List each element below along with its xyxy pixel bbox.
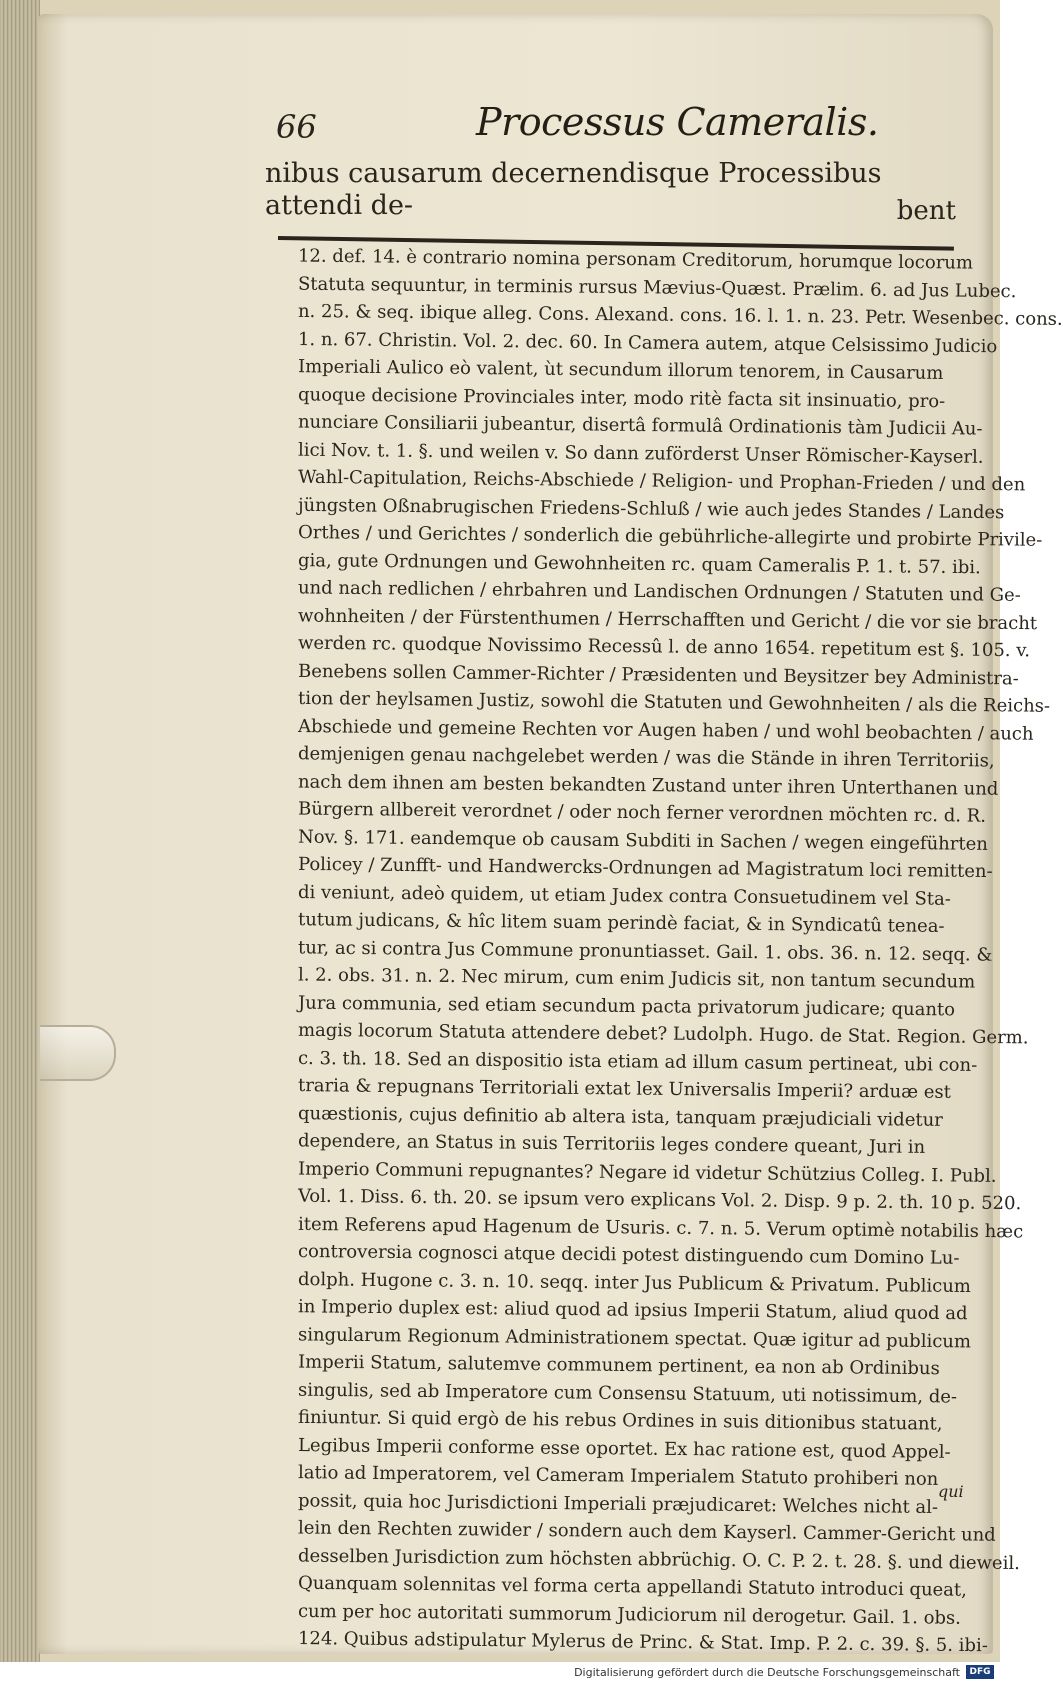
text-line: 124. Quibus adstipulatur Mylerus de Princ. & Stat. Imp. P. 2. c. 39. §. 5. ibi- [297, 1628, 988, 1657]
text-line: Imperio Communi repugnantes? Negare id videtur Schützius Colleg. I. Publ. [297, 1158, 997, 1187]
dfg-logo: DFG [966, 1665, 994, 1679]
text-line: nunciare Consiliarii jubeantur, disertâ formulâ Ordinationis tàm Judicii Au- [297, 411, 983, 440]
text-line: Policey / Zunfft- und Handwercks-Ordnungen ad Magistratum loci remitten- [297, 853, 993, 883]
text-line: controversia cognosci atque decidi potest distinguendo cum Domino Lu- [297, 1240, 960, 1269]
text-line: tur, ac si contra Jus Commune pronuntiasset. Gail. 1. obs. 36. n. 12. seqq. & [297, 936, 993, 966]
text-line: n. 25. & seq. ibique alleg. Cons. Alexand. cons. 16. l. 1. n. 23. Petr. Wesenbec. cons. [297, 300, 1063, 330]
text-line: singulis, sed ab Imperatore cum Consensu Statuum, uti notissimum, de- [297, 1379, 958, 1408]
text-line: nach dem ihnen am besten bekandten Zustand unter ihren Unterthanen und [297, 770, 999, 800]
footer-bar [0, 1662, 1000, 1684]
text-line: Imperiali Aulico eò valent, ùt secundum illorum tenorem, in Causarum [297, 356, 944, 384]
top-continuation-line: nibus causarum decernendisque Processibus attendi de- [265, 158, 882, 221]
text-line: wohnheiten / der Fürstenthumen / Herrschafften und Gericht / die vor sie bracht [297, 604, 1038, 634]
text-line: Statuta sequuntur, in terminis rursus Mævius-Quæst. Prælim. 6. ad Jus Lubec. [297, 273, 1017, 302]
text-line: Jura communia, sed etiam secundum pacta privatorum judicare; quanto [297, 992, 956, 1020]
text-line: Bürgern allbereit verordnet / oder noch ferner verordnen möchten rc. d. R. [297, 798, 987, 827]
text-line: tutum judicans, & hîc litem suam perindè faciat, & in Syndicatû tenea- [297, 909, 945, 937]
text-line: tion der heylsamen Justiz, sowohl die Statuten und Gewohnheiten / als die Reichs- [297, 687, 1051, 717]
text-line: Legibus Imperii conforme esse oportet. Ex hac ratione est, quod Appel- [297, 1434, 951, 1463]
text-line: traria & repugnans Territoriali extat lex Universalis Imperii? arduæ est [297, 1075, 952, 1103]
text-line: demjenigen genau nachgelebet werden / was die Stände in ihren Territoriis, [297, 743, 995, 772]
text-line: quæstionis, cujus definitio ab altera ista, tanquam præjudiciali videtur [297, 1102, 943, 1131]
text-line: in Imperio duplex est: aliud quod ad ipsius Imperii Statum, aliud quod ad [297, 1296, 968, 1325]
text-line: dolph. Hugone c. 3. n. 10. seqq. inter Jus Publicum & Privatum. Publicum [297, 1268, 972, 1297]
text-line: di veniunt, adeò quidem, ut etiam Judex contra Consuetudinem vel Sta- [297, 881, 952, 910]
text-line: gia, gute Ordnungen und Gewohnheiten rc. quam Cameralis P. 1. t. 57. ibi. [297, 549, 981, 578]
paper-clip [40, 1025, 116, 1081]
text-line: Abschiede und gemeine Rechten vor Augen haben / und wohl beobachten / auch [297, 715, 1034, 745]
text-line: finiuntur. Si quid ergò de his rebus Ordines in suis ditionibus statuant, [297, 1406, 943, 1435]
text-line: 1. n. 67. Christin. Vol. 2. dec. 60. In Camera autem, atque Celsissimo Judicio [297, 328, 998, 357]
text-line: lein den Rechten zuwider / sondern auch dem Kayserl. Cammer-Gericht und [297, 1517, 996, 1546]
text-line: latio ad Imperatorem, vel Cameram Imperialem Statuto prohiberi non [297, 1462, 939, 1490]
text-line: c. 3. th. 18. Sed an dispositio ista etiam ad illum casum pertineat, ubi con- [297, 1047, 978, 1076]
page-number: 66 [276, 108, 317, 146]
text-line: singularum Regionum Administrationem spectat. Quæ igitur ad publicum [297, 1323, 972, 1352]
text-line: dependere, an Status in suis Territoriis leges condere queant, Juri in [297, 1130, 926, 1158]
body-text [297, 245, 1063, 1657]
text-line: cum per hoc autoritati summorum Judiciorum nil derogetur. Gail. 1. obs. [297, 1600, 962, 1629]
text-line: und nach redlichen / ehrbahren und Landischen Ordnungen / Statuten und Ge- [297, 577, 1021, 606]
text-line: lici Nov. t. 1. §. und weilen v. So dann zuförderst Unser Römischer-Kayserl. [297, 439, 984, 468]
text-line: jüngsten Oßnabrugischen Friedens-Schluß / wie auch jedes Standes / Landes [297, 494, 1005, 523]
text-line: Imperii Statum, salutemve communem pertinent, ea non ab Ordinibus [297, 1351, 940, 1380]
text-line: item Referens apud Hagenum de Usuris. c. 7. n. 5. Verum optimè notabilis hæc [297, 1213, 1024, 1242]
text-line: quoque decisione Provinciales inter, modo ritè facta sit insinuatio, pro- [297, 383, 946, 412]
text-line: Wahl-Capitulation, Reichs-Abschiede / Religion- und Prophan-Frieden / und den [297, 466, 1026, 496]
text-line: Vol. 1. Diss. 6. th. 20. se ipsum vero explicans Vol. 2. Disp. 9 p. 2. th. 10 p. 520. [297, 1185, 1022, 1215]
text-line: Orthes / und Gerichtes / sonderlich die gebührliche-allegirte und probirte Privile- [297, 522, 1043, 551]
text-line: desselben Jurisdiction zum höchsten abbrüchig. O. C. P. 2. t. 28. §. und dieweil. [297, 1545, 1020, 1574]
text-line: l. 2. obs. 31. n. 2. Nec mirum, cum enim Judicis sit, non tantum secundum [297, 964, 976, 993]
text-line: Nov. §. 171. eandemque ob causam Subditi in Sachen / wegen eingeführten [297, 826, 989, 855]
continuation-end-word: bent [896, 196, 956, 226]
book-edge [0, 0, 40, 1662]
text-line: 12. def. 14. è contrario nomina personam Creditorum, horumque locorum [297, 245, 974, 274]
text-line: werden rc. quodque Novissimo Recessû l. de anno 1654. repetitum est §. 105. v. [297, 632, 1031, 662]
text-line: magis locorum Statuta attendere debet? Ludolph. Hugo. de Stat. Region. Germ. [297, 1019, 1029, 1049]
page-header [276, 100, 976, 160]
text-line: possit, quia hoc Jurisdictioni Imperiali præjudicaret: Welches nicht al- [297, 1489, 939, 1518]
footer-credit-text: Digitalisierung gefördert durch die Deutsche Forschungsgemeinschaft [574, 1666, 960, 1679]
text-line: Benebens sollen Cammer-Richter / Præsidenten und Beysitzer bey Administra- [297, 660, 1019, 689]
text-line: Quanquam solennitas vel forma certa appellandi Statuto introduci queat, [297, 1572, 968, 1601]
running-title: Processus Cameralis. [476, 100, 879, 144]
catchword: qui [938, 1482, 964, 1501]
